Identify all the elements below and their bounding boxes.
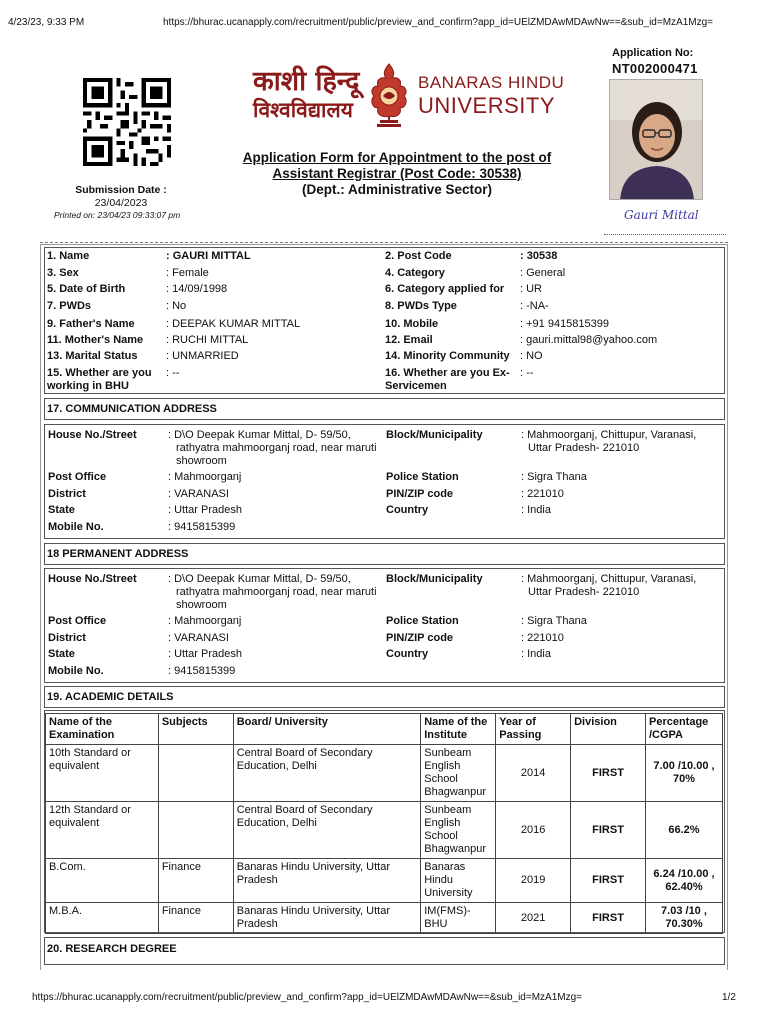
field-value-marital: : UNMARRIED [166,350,239,362]
field-value-mother: : RUCHI MITTAL [166,334,249,346]
column-header: Board/ University [233,714,421,745]
field-value: : Uttar Pradesh [168,648,242,660]
communication-address-box [44,424,725,539]
field-label: 2. Post Code [385,250,452,262]
field-value-minority: : NO [520,350,543,362]
field-value-category-applied: : UR [520,283,542,295]
field-label: 9. Father's Name [47,318,135,330]
table-cell: 2021 [496,903,571,934]
permanent-address-box [44,568,725,683]
communication-heading-box [44,398,725,420]
field-label: 8. PWDs Type [385,300,457,312]
divider [40,242,728,243]
field-label: District [48,488,86,500]
table-cell: Banaras Hindu University [421,859,496,903]
submission-date: 23/04/2023 [94,197,148,209]
table-cell: 7.03 /10 , 70.30% [645,903,722,934]
field-value: : 9415815399 [168,665,236,677]
field-value-category: : General [520,267,566,279]
column-header: Year of Passing [496,714,571,745]
applicant-signature: Gauri Mittal [624,208,699,222]
field-value-sex: : Female [166,267,209,279]
field-label: Servicemen [385,380,447,392]
field-value: : 9415815399 [168,521,236,533]
field-label: 4. Category [385,267,445,279]
table-cell [158,802,233,859]
university-name-en-2: UNIVERSITY [418,93,556,118]
field-value: : Sigra Thana [521,615,587,627]
footer-url: https://bhurac.ucanapply.com/recruitment/public/preview_and_confirm?app_id=UElZMDAwMDAwNw==&sub_id=MzA1Mzg= [32,992,582,1003]
field-value: : Uttar Pradesh [168,504,242,516]
table-cell: Central Board of Secondary Education, Delhi [233,745,421,802]
field-label: 16. Whether are you Ex- [385,367,510,379]
table-row [46,802,723,859]
form-title [188,150,606,198]
field-value-pwds: : No [166,300,187,312]
address-line: : Mahmoorganj, Chittupur, Varanasi, [521,429,697,441]
university-seal-icon [366,62,412,128]
qr-code [83,78,171,166]
field-label: Post Office [48,471,107,483]
table-cell: Finance [158,859,233,903]
field-label: Block/Municipality [386,429,483,441]
field-label: Mobile No. [48,665,104,677]
field-value-dob: : 14/09/1998 [166,283,228,295]
section-heading: 19. ACADEMIC DETAILS [47,691,174,703]
field-label: 11. Mother's Name [47,334,144,346]
research-heading-box [44,937,725,965]
table-cell: FIRST [571,903,646,934]
field-value-ex-servicemen: : -- [520,367,534,379]
table-cell: Banaras Hindu University, Uttar Pradesh [233,903,421,934]
field-value: : Mahmoorganj [168,615,242,627]
field-value: : 221010 [521,632,564,644]
column-header: Percentage /CGPA [645,714,722,745]
field-label: House No./Street [48,429,137,441]
table-cell: Central Board of Secondary Education, Delhi [233,802,421,859]
permanent-heading-box [44,543,725,565]
field-label: Block/Municipality [386,573,483,585]
address-line: : Mahmoorganj, Chittupur, Varanasi, [521,573,697,585]
field-label: 10. Mobile [385,318,439,330]
table-cell: 66.2% [645,802,722,859]
application-no: NT002000471 [612,61,698,76]
table-header-row [46,714,723,745]
field-label: Mobile No. [48,521,104,533]
academic-table [45,713,723,934]
table-cell: 7.00 /10.00 , 70% [645,745,722,802]
field-value-bhu: : -- [166,367,180,379]
field-label: 5. Date of Birth [47,283,126,295]
field-value-mobile: : +91 9415815399 [520,318,610,330]
field-label: 12. Email [385,334,433,346]
address-line: rathyatra mahmoorganj road, near maruti [176,442,377,454]
form-title-line-2: Assistant Registrar (Post Code: 30538) [272,166,522,181]
address-line: : D\O Deepak Kumar Mittal, D- 59/50, [168,573,351,585]
column-header: Subjects [158,714,233,745]
personal-details-box [44,247,725,394]
printed-on: Printed on: 23/04/23 09:33:07 pm [54,210,181,220]
field-value: : Mahmoorganj [168,471,242,483]
field-value: : India [521,648,551,660]
field-label: 7. PWDs [47,300,92,312]
table-row [46,745,723,802]
field-label: 1. Name [47,250,90,262]
field-value-post-code: : 30538 [520,250,558,262]
field-label: Police Station [386,471,459,483]
table-cell: 2019 [496,859,571,903]
field-label: House No./Street [48,573,137,585]
section-heading: 18 PERMANENT ADDRESS [47,548,189,560]
field-label: Police Station [386,615,459,627]
field-value: : VARANASI [168,632,229,644]
table-cell: 12th Standard or equivalent [46,802,159,859]
field-label: State [48,648,75,660]
print-url: https://bhurac.ucanapply.com/recruitment/public/preview_and_confirm?app_id=UElZMDAwMDAwNw==&sub_id=MzA1Mzg= [163,17,713,28]
field-label: 6. Category applied for [385,283,505,295]
column-header: Name of the Examination [46,714,159,745]
table-row [46,903,723,934]
table-cell: IM(FMS)-BHU [421,903,496,934]
form-title-line-3: (Dept.: Administrative Sector) [301,182,493,197]
field-value: : 221010 [521,488,564,500]
submission-date-label: Submission Date : [75,184,167,196]
page-number: 1/2 [722,992,736,1003]
column-header: Name of the Institute [421,714,496,745]
section-heading: 20. RESEARCH DEGREE [47,943,177,955]
field-value-name: : GAURI MITTAL [166,250,251,262]
field-label: District [48,632,86,644]
signature-line [604,234,726,235]
field-value-pwds-type: : -NA- [520,300,549,312]
table-cell: FIRST [571,745,646,802]
table-cell: 2014 [496,745,571,802]
field-value: : VARANASI [168,488,229,500]
university-name-hindi-2: विश्वविद्यालय [253,98,353,122]
address-line: showroom [176,455,227,467]
university-name-en-1: BANARAS HINDU [418,73,565,92]
address-line: rathyatra mahmoorganj road, near maruti [176,586,377,598]
table-cell: Sunbeam English School Bhagwanpur [421,745,496,802]
table-cell: FIRST [571,802,646,859]
print-datetime: 4/23/23, 9:33 PM [8,17,85,28]
table-row [46,859,723,903]
field-label: Post Office [48,615,107,627]
table-cell: Sunbeam English School Bhagwanpur [421,802,496,859]
field-value-father: : DEEPAK KUMAR MITTAL [166,318,301,330]
field-label: PIN/ZIP code [386,632,454,644]
address-line: showroom [176,599,227,611]
field-label: 14. Minority Community [385,350,510,362]
column-header: Division [571,714,646,745]
table-cell: Finance [158,903,233,934]
table-cell: 10th Standard or equivalent [46,745,159,802]
academic-heading-box [44,686,725,708]
applicant-photo [609,79,703,200]
field-label: 15. Whether are you [47,367,152,379]
table-cell: B.Com. [46,859,159,903]
address-line: Uttar Pradesh- 221010 [528,586,640,598]
field-label: PIN/ZIP code [386,488,454,500]
table-cell: Banaras Hindu University, Uttar Pradesh [233,859,421,903]
table-cell: M.B.A. [46,903,159,934]
table-cell: 6.24 /10.00 , 62.40% [645,859,722,903]
table-cell: FIRST [571,859,646,903]
field-label: Country [386,648,429,660]
field-label: Country [386,504,429,516]
field-value: : Sigra Thana [521,471,587,483]
form-title-line-1: Application Form for Appointment to the post of [242,150,552,165]
field-label: 3. Sex [47,267,79,279]
table-cell [158,745,233,802]
university-name-hindi-1: काशी हिन्दू [253,66,360,97]
field-label: 13. Marital Status [47,350,138,362]
address-line: Uttar Pradesh- 221010 [528,442,640,454]
field-value-email: : gauri.mittal98@yahoo.com [520,334,658,346]
address-line: : D\O Deepak Kumar Mittal, D- 59/50, [168,429,351,441]
field-value: : India [521,504,551,516]
section-heading: 17. COMMUNICATION ADDRESS [47,403,217,415]
application-no-label: Application No: [612,47,694,59]
field-label: working in BHU [47,380,129,392]
field-label: State [48,504,75,516]
table-cell: 2016 [496,802,571,859]
